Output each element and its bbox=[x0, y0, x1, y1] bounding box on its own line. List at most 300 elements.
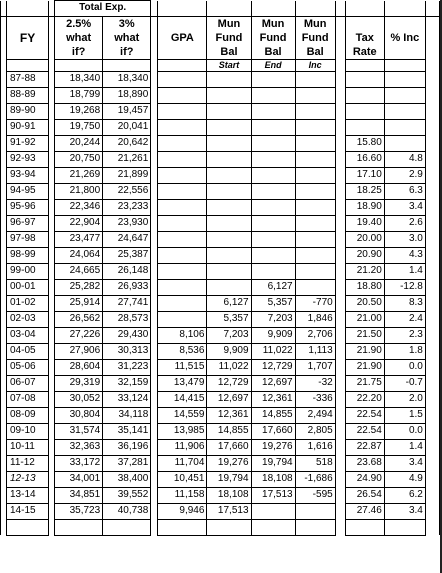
table-row bbox=[1, 279, 440, 295]
header-row-3 bbox=[1, 45, 440, 60]
mun-end-cell: 12,729 bbox=[251, 359, 295, 375]
exp-3-cell: 23,233 bbox=[103, 199, 151, 215]
table-row bbox=[1, 343, 440, 359]
tax-rate-cell: 17.10 bbox=[345, 167, 384, 183]
gpa-cell: 13,479 bbox=[158, 375, 207, 391]
tax-rate-cell bbox=[345, 119, 384, 135]
fy-cell: 93-94 bbox=[7, 167, 49, 183]
pct-inc-cell: 0.0 bbox=[384, 423, 425, 439]
pct-inc-cell: 2.3 bbox=[384, 327, 425, 343]
total-exp-header: Total Exp. bbox=[55, 1, 151, 17]
fy-cell: 97-98 bbox=[7, 231, 49, 247]
col-25-header-l1: 2.5% bbox=[55, 16, 103, 31]
exp-3-cell: 37,281 bbox=[103, 455, 151, 471]
pct-inc-cell: 2.9 bbox=[384, 167, 425, 183]
mun-inc-cell bbox=[295, 247, 335, 263]
exp-3-cell: 23,930 bbox=[103, 215, 151, 231]
mun-end-cell bbox=[251, 103, 295, 119]
tax-rate-cell bbox=[345, 103, 384, 119]
tax-rate-cell: 16.60 bbox=[345, 151, 384, 167]
mun-end-cell: 9,909 bbox=[251, 327, 295, 343]
pct-inc-header: % Inc bbox=[384, 31, 425, 45]
mun-start-cell: 12,729 bbox=[207, 375, 251, 391]
mun-end-cell: 12,697 bbox=[251, 375, 295, 391]
tax-header-l2: Rate bbox=[345, 45, 384, 60]
mun-inc-cell: -595 bbox=[295, 487, 335, 503]
mun-end-cell: 17,660 bbox=[251, 423, 295, 439]
mun-start-cell bbox=[207, 135, 251, 151]
tax-rate-cell: 21.90 bbox=[345, 343, 384, 359]
exp-25-cell: 34,001 bbox=[55, 471, 103, 487]
tax-rate-cell: 22.20 bbox=[345, 391, 384, 407]
mun-start-cell bbox=[207, 87, 251, 103]
mun-inc-cell: 2,805 bbox=[295, 423, 335, 439]
table-row bbox=[1, 487, 440, 503]
exp-3-cell: 30,313 bbox=[103, 343, 151, 359]
exp-3-cell: 33,124 bbox=[103, 391, 151, 407]
mun-inc-cell: 2,494 bbox=[295, 407, 335, 423]
mun-start-cell: 19,794 bbox=[207, 471, 251, 487]
fy-cell: 92-93 bbox=[7, 151, 49, 167]
mun-end-cell bbox=[251, 183, 295, 199]
mun-end-cell bbox=[251, 519, 295, 535]
gpa-cell bbox=[158, 119, 207, 135]
mun-end-cell bbox=[251, 135, 295, 151]
pct-inc-cell: -12.8 bbox=[384, 279, 425, 295]
exp-3-cell: 38,400 bbox=[103, 471, 151, 487]
mun-inc-cell: 518 bbox=[295, 455, 335, 471]
table-row bbox=[1, 295, 440, 311]
gpa-cell: 11,158 bbox=[158, 487, 207, 503]
table-row bbox=[1, 167, 440, 183]
gpa-cell bbox=[158, 87, 207, 103]
gpa-cell bbox=[158, 519, 207, 535]
fy-cell: 12-13 bbox=[7, 471, 49, 487]
mun-start-cell bbox=[207, 231, 251, 247]
exp-3-cell: 28,573 bbox=[103, 311, 151, 327]
mun-start-cell bbox=[207, 279, 251, 295]
table-row bbox=[1, 103, 440, 119]
gpa-cell bbox=[158, 199, 207, 215]
exp-25-cell: 18,799 bbox=[55, 87, 103, 103]
tax-rate-cell: 20.90 bbox=[345, 247, 384, 263]
mun-inc-cell bbox=[295, 199, 335, 215]
exp-25-cell: 29,319 bbox=[55, 375, 103, 391]
exp-3-cell: 26,148 bbox=[103, 263, 151, 279]
table-row bbox=[1, 263, 440, 279]
mun-inc-cell bbox=[295, 215, 335, 231]
gpa-cell: 11,906 bbox=[158, 439, 207, 455]
exp-3-cell: 18,340 bbox=[103, 71, 151, 87]
tax-rate-cell: 21.00 bbox=[345, 311, 384, 327]
gpa-cell bbox=[158, 279, 207, 295]
exp-3-cell: 20,041 bbox=[103, 119, 151, 135]
pct-inc-cell: 4.8 bbox=[384, 151, 425, 167]
tax-rate-cell: 15.80 bbox=[345, 135, 384, 151]
fy-cell: 09-10 bbox=[7, 423, 49, 439]
exp-25-cell: 24,665 bbox=[55, 263, 103, 279]
mun-inc-cell bbox=[295, 135, 335, 151]
exp-3-cell: 27,741 bbox=[103, 295, 151, 311]
tax-rate-cell: 18.25 bbox=[345, 183, 384, 199]
mun-inc-cell bbox=[295, 151, 335, 167]
mun-start-cell: 5,357 bbox=[207, 311, 251, 327]
mun-start-cell: 18,108 bbox=[207, 487, 251, 503]
mun-end-cell bbox=[251, 71, 295, 87]
fy-cell: 91-92 bbox=[7, 135, 49, 151]
mun-inc-cell: -32 bbox=[295, 375, 335, 391]
pct-inc-cell bbox=[384, 119, 425, 135]
mun-start-cell bbox=[207, 119, 251, 135]
mun-start-cell bbox=[207, 247, 251, 263]
header-row-sub bbox=[1, 59, 440, 71]
table-row bbox=[1, 87, 440, 103]
tax-rate-cell: 27.46 bbox=[345, 503, 384, 519]
tax-rate-cell bbox=[345, 519, 384, 535]
exp-25-cell: 22,904 bbox=[55, 215, 103, 231]
table-row bbox=[1, 503, 440, 519]
gpa-cell bbox=[158, 247, 207, 263]
mun-end-cell: 18,108 bbox=[251, 471, 295, 487]
exp-3-cell: 19,457 bbox=[103, 103, 151, 119]
exp-3-cell: 39,552 bbox=[103, 487, 151, 503]
exp-3-cell: 25,387 bbox=[103, 247, 151, 263]
fy-cell: 07-08 bbox=[7, 391, 49, 407]
col-25-header-l2: what bbox=[55, 31, 103, 45]
fy-cell: 87-88 bbox=[7, 71, 49, 87]
pct-inc-cell: 2.0 bbox=[384, 391, 425, 407]
exp-25-cell bbox=[55, 519, 103, 535]
mun-start-cell bbox=[207, 71, 251, 87]
fy-cell: 03-04 bbox=[7, 327, 49, 343]
mun-start-cell bbox=[207, 215, 251, 231]
fy-cell: 95-96 bbox=[7, 199, 49, 215]
gpa-cell: 14,415 bbox=[158, 391, 207, 407]
mun-inc-cell: 2,706 bbox=[295, 327, 335, 343]
exp-3-cell: 29,430 bbox=[103, 327, 151, 343]
mun-inc-header-l3: Bal bbox=[295, 45, 335, 60]
table-row bbox=[1, 231, 440, 247]
mun-inc-cell: -770 bbox=[295, 295, 335, 311]
fy-cell: 00-01 bbox=[7, 279, 49, 295]
mun-start-cell bbox=[207, 263, 251, 279]
exp-3-cell: 36,196 bbox=[103, 439, 151, 455]
table-row bbox=[1, 183, 440, 199]
gpa-cell bbox=[158, 215, 207, 231]
tax-rate-cell: 23.68 bbox=[345, 455, 384, 471]
gpa-cell bbox=[158, 231, 207, 247]
exp-25-cell: 25,282 bbox=[55, 279, 103, 295]
mun-start-cell: 19,276 bbox=[207, 455, 251, 471]
fy-cell: 94-95 bbox=[7, 183, 49, 199]
tax-rate-cell bbox=[345, 71, 384, 87]
mun-inc-cell bbox=[295, 119, 335, 135]
gpa-cell: 9,946 bbox=[158, 503, 207, 519]
table-row bbox=[1, 471, 440, 487]
table-row bbox=[1, 151, 440, 167]
mun-start-cell: 7,203 bbox=[207, 327, 251, 343]
gpa-cell: 8,536 bbox=[158, 343, 207, 359]
table-row bbox=[1, 455, 440, 471]
mun-start-header-l1: Mun bbox=[207, 16, 251, 31]
exp-25-cell: 35,723 bbox=[55, 503, 103, 519]
pct-inc-cell: 3.4 bbox=[384, 199, 425, 215]
tax-rate-cell: 18.80 bbox=[345, 279, 384, 295]
fy-cell: 10-11 bbox=[7, 439, 49, 455]
pct-inc-cell: 0.0 bbox=[384, 359, 425, 375]
gpa-cell bbox=[158, 311, 207, 327]
mun-inc-cell: 1,707 bbox=[295, 359, 335, 375]
mun-inc-cell bbox=[295, 279, 335, 295]
pct-inc-cell: 6.3 bbox=[384, 183, 425, 199]
tax-rate-cell: 18.90 bbox=[345, 199, 384, 215]
mun-inc-cell bbox=[295, 183, 335, 199]
mun-inc-cell bbox=[295, 167, 335, 183]
mun-end-cell: 6,127 bbox=[251, 279, 295, 295]
mun-inc-cell bbox=[295, 71, 335, 87]
pct-inc-cell: 1.5 bbox=[384, 407, 425, 423]
mun-end-cell bbox=[251, 231, 295, 247]
mun-end-cell: 14,855 bbox=[251, 407, 295, 423]
tax-rate-cell: 21.90 bbox=[345, 359, 384, 375]
header-row-2 bbox=[1, 31, 440, 45]
exp-25-cell: 20,244 bbox=[55, 135, 103, 151]
tax-rate-cell: 20.50 bbox=[345, 295, 384, 311]
mun-start-cell: 14,855 bbox=[207, 423, 251, 439]
mun-end-cell bbox=[251, 199, 295, 215]
table-row bbox=[1, 359, 440, 375]
pct-inc-cell: 1.8 bbox=[384, 343, 425, 359]
mun-start-header-l3: Bal bbox=[207, 45, 251, 60]
pct-inc-cell: 1.4 bbox=[384, 263, 425, 279]
mun-end-header-l1: Mun bbox=[251, 16, 295, 31]
pct-inc-cell: 3.4 bbox=[384, 503, 425, 519]
tax-rate-cell: 20.00 bbox=[345, 231, 384, 247]
mun-start-cell: 17,513 bbox=[207, 503, 251, 519]
gpa-cell: 8,106 bbox=[158, 327, 207, 343]
fy-cell: 01-02 bbox=[7, 295, 49, 311]
table-row bbox=[1, 247, 440, 263]
mun-inc-cell bbox=[295, 263, 335, 279]
fy-cell: 98-99 bbox=[7, 247, 49, 263]
exp-25-cell: 27,226 bbox=[55, 327, 103, 343]
mun-inc-cell: 1,846 bbox=[295, 311, 335, 327]
mun-start-cell bbox=[207, 183, 251, 199]
gpa-cell: 11,515 bbox=[158, 359, 207, 375]
pct-inc-cell bbox=[384, 135, 425, 151]
exp-3-cell: 31,223 bbox=[103, 359, 151, 375]
fy-cell: 14-15 bbox=[7, 503, 49, 519]
gpa-header: GPA bbox=[158, 31, 207, 45]
exp-3-cell: 26,933 bbox=[103, 279, 151, 295]
fy-cell: 99-00 bbox=[7, 263, 49, 279]
mun-start-cell: 17,660 bbox=[207, 439, 251, 455]
exp-3-cell: 35,141 bbox=[103, 423, 151, 439]
exp-3-cell: 21,261 bbox=[103, 151, 151, 167]
mun-inc-cell: -336 bbox=[295, 391, 335, 407]
exp-25-cell: 26,562 bbox=[55, 311, 103, 327]
fy-cell: 02-03 bbox=[7, 311, 49, 327]
pct-inc-cell: 2.4 bbox=[384, 311, 425, 327]
col-25-header-l3: if? bbox=[55, 45, 103, 60]
mun-start-cell bbox=[207, 519, 251, 535]
mun-end-cell bbox=[251, 151, 295, 167]
tax-rate-cell: 22.87 bbox=[345, 439, 384, 455]
exp-25-cell: 33,172 bbox=[55, 455, 103, 471]
pct-inc-cell: 4.3 bbox=[384, 247, 425, 263]
tax-rate-cell: 21.20 bbox=[345, 263, 384, 279]
col-3-header-l1: 3% bbox=[103, 16, 151, 31]
exp-25-cell: 23,477 bbox=[55, 231, 103, 247]
gpa-cell bbox=[158, 103, 207, 119]
mun-start-cell bbox=[207, 151, 251, 167]
fy-cell: 89-90 bbox=[7, 103, 49, 119]
mun-end-cell: 19,794 bbox=[251, 455, 295, 471]
exp-25-cell: 18,340 bbox=[55, 71, 103, 87]
table-row bbox=[1, 439, 440, 455]
fy-cell: 08-09 bbox=[7, 407, 49, 423]
table-row bbox=[1, 407, 440, 423]
fy-cell: 11-12 bbox=[7, 455, 49, 471]
fy-cell: 04-05 bbox=[7, 343, 49, 359]
exp-3-cell: 34,118 bbox=[103, 407, 151, 423]
exp-25-cell: 25,914 bbox=[55, 295, 103, 311]
mun-start-cell bbox=[207, 167, 251, 183]
pct-inc-cell: 3.0 bbox=[384, 231, 425, 247]
exp-25-cell: 20,750 bbox=[55, 151, 103, 167]
gpa-cell bbox=[158, 151, 207, 167]
exp-25-cell: 30,052 bbox=[55, 391, 103, 407]
col-3-header-l3: if? bbox=[103, 45, 151, 60]
mun-inc-header-l2: Fund bbox=[295, 31, 335, 45]
mun-start-cell bbox=[207, 199, 251, 215]
pct-inc-cell bbox=[384, 87, 425, 103]
mun-start-cell bbox=[207, 103, 251, 119]
fy-cell bbox=[7, 519, 49, 535]
pct-inc-cell bbox=[384, 519, 425, 535]
fy-cell: 88-89 bbox=[7, 87, 49, 103]
table-row bbox=[1, 199, 440, 215]
pct-inc-cell: 2.6 bbox=[384, 215, 425, 231]
table-row bbox=[1, 71, 440, 87]
exp-25-cell: 27,906 bbox=[55, 343, 103, 359]
mun-end-cell bbox=[251, 247, 295, 263]
gpa-cell bbox=[158, 263, 207, 279]
exp-25-cell: 21,269 bbox=[55, 167, 103, 183]
mun-inc-cell bbox=[295, 519, 335, 535]
table-row bbox=[1, 423, 440, 439]
table-row bbox=[1, 215, 440, 231]
tax-header-l1: Tax bbox=[345, 31, 384, 45]
mun-end-cell: 12,361 bbox=[251, 391, 295, 407]
gpa-cell: 10,451 bbox=[158, 471, 207, 487]
mun-inc-cell bbox=[295, 231, 335, 247]
gpa-cell bbox=[158, 71, 207, 87]
exp-3-cell: 21,899 bbox=[103, 167, 151, 183]
exp-25-cell: 30,804 bbox=[55, 407, 103, 423]
pct-inc-cell bbox=[384, 103, 425, 119]
fy-cell: 06-07 bbox=[7, 375, 49, 391]
mun-start-cell: 6,127 bbox=[207, 295, 251, 311]
mun-end-cell: 17,513 bbox=[251, 487, 295, 503]
pct-inc-cell: -0.7 bbox=[384, 375, 425, 391]
pct-inc-cell: 8.3 bbox=[384, 295, 425, 311]
exp-25-cell: 31,574 bbox=[55, 423, 103, 439]
mun-end-cell bbox=[251, 215, 295, 231]
gpa-cell bbox=[158, 295, 207, 311]
header-row-1 bbox=[1, 16, 440, 31]
mun-end-cell bbox=[251, 87, 295, 103]
mun-inc-cell bbox=[295, 87, 335, 103]
mun-inc-cell: 1,616 bbox=[295, 439, 335, 455]
mun-start-cell: 9,909 bbox=[207, 343, 251, 359]
tax-rate-cell: 26.54 bbox=[345, 487, 384, 503]
gpa-cell bbox=[158, 167, 207, 183]
exp-25-cell: 21,800 bbox=[55, 183, 103, 199]
gpa-cell: 14,559 bbox=[158, 407, 207, 423]
sub-inc-label: Inc bbox=[295, 59, 335, 71]
table-row bbox=[1, 135, 440, 151]
col-3-header-l2: what bbox=[103, 31, 151, 45]
gpa-cell: 11,704 bbox=[158, 455, 207, 471]
pct-inc-cell: 4.9 bbox=[384, 471, 425, 487]
tax-rate-cell: 21.75 bbox=[345, 375, 384, 391]
table-row bbox=[1, 519, 440, 535]
mun-end-header-l3: Bal bbox=[251, 45, 295, 60]
mun-end-cell: 11,022 bbox=[251, 343, 295, 359]
mun-end-cell: 5,357 bbox=[251, 295, 295, 311]
mun-inc-cell: 1,113 bbox=[295, 343, 335, 359]
exp-25-cell: 19,268 bbox=[55, 103, 103, 119]
gpa-cell bbox=[158, 135, 207, 151]
fy-cell: 90-91 bbox=[7, 119, 49, 135]
gpa-cell: 13,985 bbox=[158, 423, 207, 439]
tax-rate-cell: 21.50 bbox=[345, 327, 384, 343]
sub-start-label: Start bbox=[207, 59, 251, 71]
mun-inc-cell bbox=[295, 103, 335, 119]
mun-end-cell bbox=[251, 167, 295, 183]
table-row bbox=[1, 327, 440, 343]
exp-3-cell: 40,738 bbox=[103, 503, 151, 519]
fy-cell: 05-06 bbox=[7, 359, 49, 375]
exp-3-cell: 18,890 bbox=[103, 87, 151, 103]
fy-header: FY bbox=[7, 31, 49, 45]
table-row bbox=[1, 311, 440, 327]
table-row bbox=[1, 375, 440, 391]
header-row-total bbox=[1, 1, 440, 17]
mun-inc-cell bbox=[295, 503, 335, 519]
fy-cell: 13-14 bbox=[7, 487, 49, 503]
exp-3-cell: 24,647 bbox=[103, 231, 151, 247]
mun-inc-cell: -1,686 bbox=[295, 471, 335, 487]
mun-end-header-l2: Fund bbox=[251, 31, 295, 45]
tax-rate-cell: 22.54 bbox=[345, 407, 384, 423]
mun-inc-header-l1: Mun bbox=[295, 16, 335, 31]
mun-end-cell bbox=[251, 263, 295, 279]
pct-inc-cell bbox=[384, 71, 425, 87]
exp-3-cell: 20,642 bbox=[103, 135, 151, 151]
pct-inc-cell: 1.4 bbox=[384, 439, 425, 455]
table-row bbox=[1, 391, 440, 407]
exp-25-cell: 24,064 bbox=[55, 247, 103, 263]
mun-end-cell bbox=[251, 119, 295, 135]
tax-rate-cell: 22.54 bbox=[345, 423, 384, 439]
mun-end-cell: 19,276 bbox=[251, 439, 295, 455]
tax-rate-cell bbox=[345, 87, 384, 103]
exp-3-cell bbox=[103, 519, 151, 535]
mun-start-cell: 12,361 bbox=[207, 407, 251, 423]
gpa-cell bbox=[158, 183, 207, 199]
